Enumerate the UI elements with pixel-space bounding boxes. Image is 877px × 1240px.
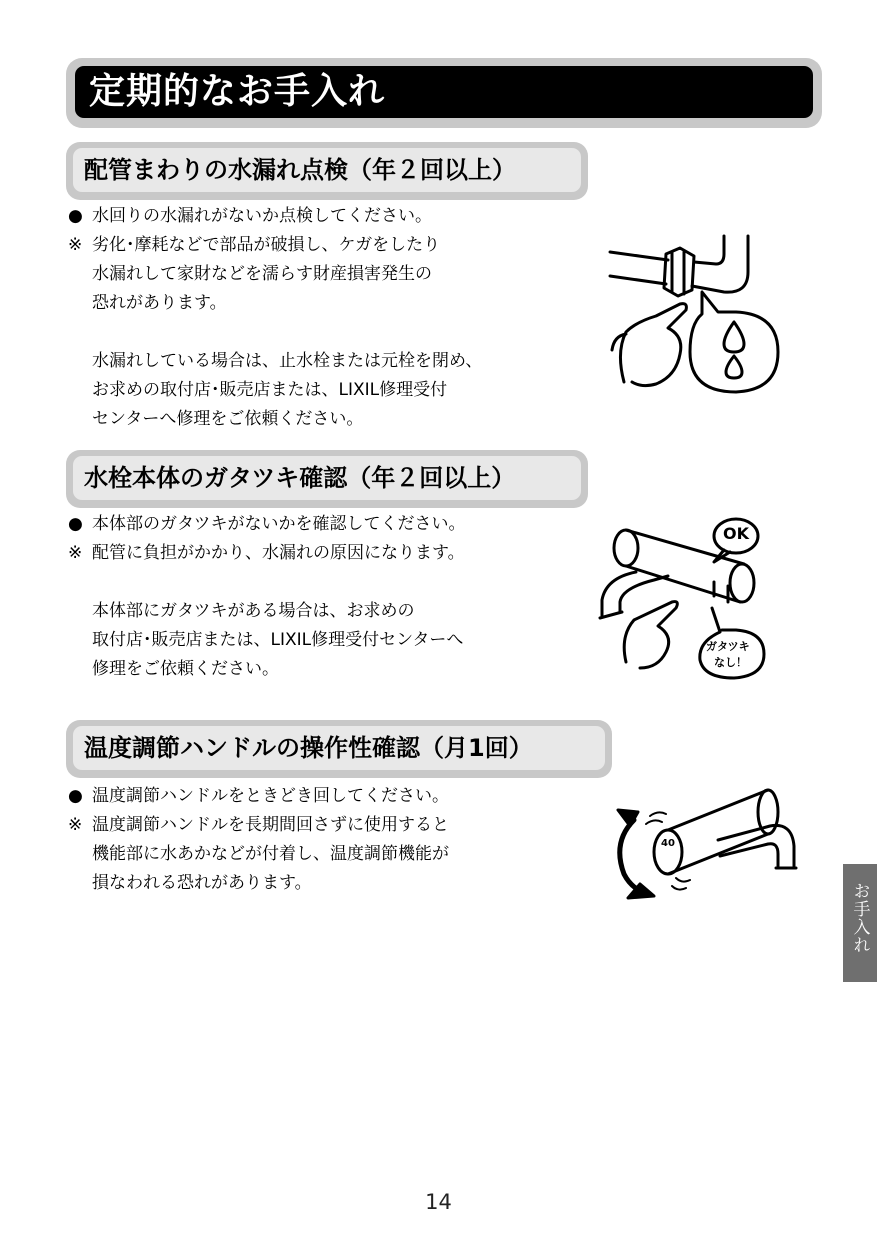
- side-tab-care: お手入れ: [843, 864, 877, 982]
- text-line: センターへ修理をご依頼ください。: [92, 409, 364, 429]
- section-heading-temperature-handle: [66, 720, 612, 778]
- section-body-pipe-leak: [68, 202, 482, 434]
- text-line: 水漏れしている場合は、止水栓または元栓を閉め、: [92, 351, 483, 371]
- text-line: 機能部に水あかなどが付着し、温度調節機能が: [92, 844, 449, 864]
- pipe-leak-illustration: [606, 232, 791, 407]
- text-line: 取付店･販売店または、LIXIL修理受付センターへ: [92, 630, 464, 650]
- section-heading-text: 配管まわりの水漏れ点検（年２回以上）: [73, 148, 581, 192]
- section-body-body-wobble: [68, 510, 466, 684]
- page-title: 定期的なお手入れ: [75, 66, 813, 118]
- text-line: ● 水回りの水漏れがないか点検してください。: [68, 206, 432, 226]
- section-heading-text: 水栓本体のガタツキ確認（年２回以上）: [73, 456, 581, 500]
- text-line: ※ 配管に負担がかかり、水漏れの原因になります。: [68, 543, 465, 563]
- text-line: 修理をご依頼ください。: [92, 659, 279, 679]
- no-wobble-label-line1: ガタツキ: [706, 640, 750, 653]
- text-line: ※ 温度調節ハンドルを長期間回さずに使用すると: [68, 815, 449, 835]
- text-line: ● 本体部のガタツキがないかを確認してください。: [68, 514, 466, 534]
- section-heading-pipe-leak: [66, 142, 588, 200]
- section-body-temperature-handle: [68, 782, 449, 898]
- text-line: [68, 568, 466, 597]
- page-title-banner: [66, 58, 822, 128]
- section-heading-body-wobble: [66, 450, 588, 508]
- text-line: [68, 318, 482, 347]
- temperature-handle-illustration: [600, 782, 800, 904]
- text-line: ● 温度調節ハンドルをときどき回してください。: [68, 786, 449, 806]
- text-line: ※ 劣化･摩耗などで部品が破損し、ケガをしたり: [68, 235, 441, 255]
- text-line: 恐れがあります。: [92, 293, 227, 313]
- no-wobble-label-line2: なし！: [714, 656, 747, 669]
- text-line: 本体部にガタツキがある場合は、お求めの: [92, 601, 415, 621]
- ok-bubble-label: OK: [723, 524, 749, 543]
- dial-temperature-label: 40: [661, 838, 675, 849]
- text-line: 損なわれる恐れがあります。: [92, 873, 312, 893]
- text-line: お求めの取付店･販売店または、LIXIL修理受付: [92, 380, 448, 400]
- faucet-wobble-illustration: [596, 512, 776, 684]
- page-number: 14: [425, 1190, 452, 1214]
- section-heading-text: 温度調節ハンドルの操作性確認（月1回）: [73, 726, 605, 770]
- text-line: 水漏れして家財などを濡らす財産損害発生の: [92, 264, 432, 284]
